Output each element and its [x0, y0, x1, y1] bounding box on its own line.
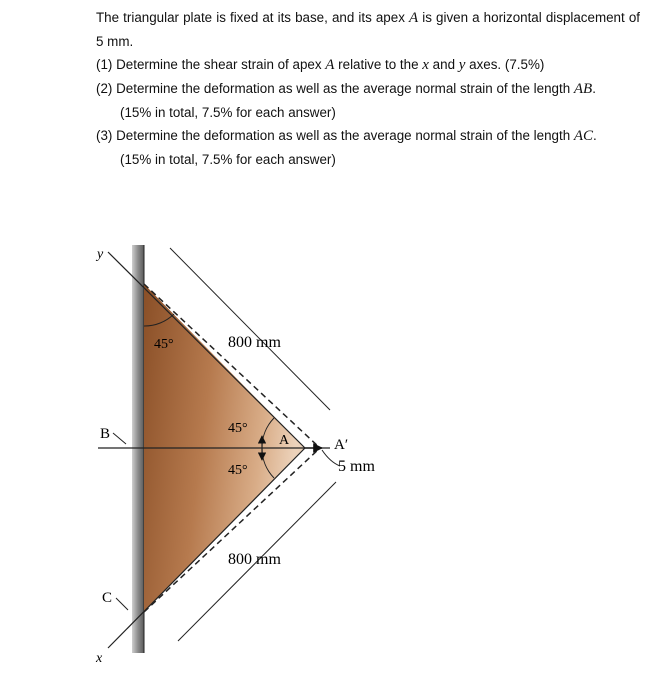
point-A-prime-label: A′: [334, 437, 349, 453]
point-B-label: B: [100, 426, 111, 442]
question-2-text-a: Determine the deformation as well as the average normal strain of the length: [116, 81, 574, 96]
point-A-label: A: [279, 433, 290, 448]
angle-label-top: 45°: [154, 337, 174, 352]
x-axis-label: x: [96, 651, 103, 666]
question-1-var-a: A: [325, 57, 335, 73]
question-3-text-b: .: [593, 128, 597, 143]
angle-label-mid-lower: 45°: [228, 463, 248, 478]
point-C-leader: [116, 598, 128, 610]
question-1-text-c: and: [428, 57, 459, 72]
question-1-number: (1): [96, 57, 113, 72]
intro-var-A: A: [409, 10, 419, 26]
fixed-support-wall: [132, 245, 144, 653]
question-3-text-a: Determine the deformation as well as the average normal strain of the length: [116, 128, 574, 143]
angle-label-mid-upper: 45°: [228, 421, 248, 436]
question-1-var-c: y: [458, 57, 466, 73]
question-3-var-a: AC: [573, 128, 594, 144]
question-1-var-b: x: [422, 57, 429, 73]
intro-text-2: is given a horizontal displacement of 5 mm.: [96, 10, 640, 49]
point-C-label: C: [102, 590, 113, 606]
dimension-label-upper: 800 mm: [228, 334, 281, 351]
question-2-var-a: AB: [573, 81, 593, 97]
displacement-label: 5 mm: [338, 458, 375, 475]
question-2-text-b: .: [592, 81, 596, 96]
intro-text-1: The triangular plate is fixed at its base, and its apex: [96, 10, 409, 25]
dimension-label-lower: 800 mm: [228, 551, 281, 568]
y-axis-label: y: [97, 247, 104, 262]
question-3-marks: (15% in total, 7.5% for each answer): [120, 152, 336, 167]
question-1-text-b: relative to the: [334, 57, 423, 72]
question-3-number: (3): [96, 128, 113, 143]
question-2-marks: (15% in total, 7.5% for each answer): [120, 105, 336, 120]
question-1-text-a: Determine the shear strain of apex: [116, 57, 326, 72]
question-1-text-d: axes. (7.5%): [465, 57, 545, 72]
point-B-leader: [113, 433, 126, 444]
question-2-number: (2): [96, 81, 113, 96]
